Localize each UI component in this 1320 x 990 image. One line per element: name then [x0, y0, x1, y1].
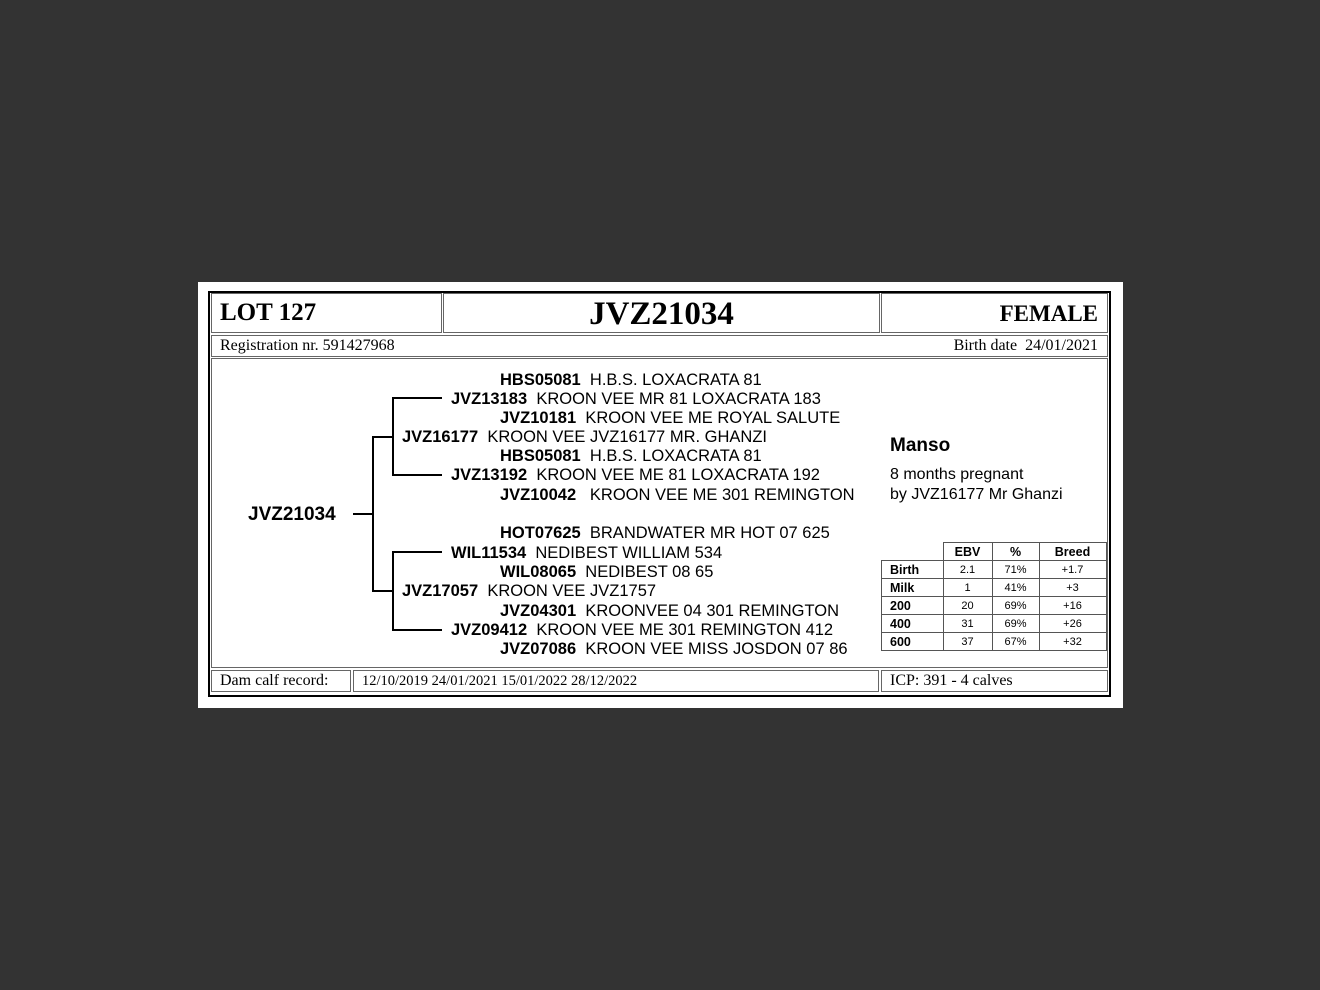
registration-bar	[211, 335, 1108, 357]
sex-box	[881, 293, 1108, 333]
table-row	[882, 597, 1107, 615]
sire-connector	[372, 436, 392, 438]
sex-label: FEMALE	[999, 301, 1098, 326]
ebv-accuracy: 67%	[992, 633, 1039, 651]
pedigree-dam-sire: WIL11534 NEDIBEST WILLIAM 534	[451, 544, 723, 562]
ebv-row-label: 200	[882, 597, 944, 615]
ebv-breed-avg: +32	[1039, 633, 1106, 651]
sire-grandparents-bracket	[392, 397, 394, 476]
ebv-breed-avg: +16	[1039, 597, 1106, 615]
pedigree-sire-sire: JVZ13183 KROON VEE MR 81 LOXACRATA 183	[451, 390, 821, 408]
pedigree-sire-sire-dam: JVZ10181 KROON VEE ME ROYAL SALUTE	[500, 409, 841, 427]
ebv-value: 20	[943, 597, 992, 615]
animal-id-title: JVZ21034	[589, 296, 734, 332]
pedigree-dam-dam: JVZ09412 KROON VEE ME 301 REMINGTON 412	[451, 621, 834, 639]
dam-dam-connector	[392, 629, 442, 631]
pedigree-dam-dam-dam: JVZ07086 KROON VEE MISS JOSDON 07 86	[500, 640, 848, 658]
pedigree-dam-sire-sire: HOT07625 BRANDWATER MR HOT 07 625	[500, 524, 830, 542]
dam-calf-dates-box	[353, 670, 879, 692]
parents-bracket	[372, 436, 374, 592]
pedigree-dam-dam-sire: JVZ04301 KROONVEE 04 301 REMINGTON	[500, 602, 840, 620]
ebv-row-label: 600	[882, 633, 944, 651]
ebv-breed-avg: +1.7	[1039, 561, 1106, 579]
ebv-accuracy: 41%	[992, 579, 1039, 597]
dam-sire-connector	[392, 551, 442, 553]
ebv-row-label: 400	[882, 615, 944, 633]
table-row	[882, 579, 1107, 597]
ebv-header-pct: %	[992, 543, 1039, 561]
ebv-table	[881, 542, 1107, 651]
pedigree-sire: JVZ16177 KROON VEE JVZ16177 MR. GHANZI	[402, 428, 767, 446]
dam-calf-dates: 12/10/2019 24/01/2021 15/01/2022 28/12/2022	[362, 673, 638, 689]
ebv-accuracy: 71%	[992, 561, 1039, 579]
ebv-row-label: Milk	[882, 579, 944, 597]
ebv-accuracy: 69%	[992, 615, 1039, 633]
birth-date: Birth date 24/01/2021	[953, 337, 1098, 354]
ebv-accuracy: 69%	[992, 597, 1039, 615]
pregnancy-status: 8 months pregnant	[890, 466, 1024, 483]
table-row	[882, 615, 1107, 633]
dam-grandparents-bracket	[392, 551, 394, 631]
pedigree-sire-dam-dam: JVZ10042 KROON VEE ME 301 REMINGTON	[500, 486, 855, 504]
ebv-value: 1	[943, 579, 992, 597]
animal-name: Manso	[890, 435, 951, 456]
pedigree-sire-sire-sire: HBS05081 H.B.S. LOXACRATA 81	[500, 371, 762, 389]
ebv-breed-avg: +26	[1039, 615, 1106, 633]
pedigree-dam-sire-dam: WIL08065 NEDIBEST 08 65	[500, 563, 714, 581]
animal-id-box	[443, 293, 880, 333]
ebv-value: 2.1	[943, 561, 992, 579]
pedigree-subject: JVZ21034	[248, 504, 336, 525]
ebv-corner	[882, 543, 944, 561]
dam-calf-label-box	[211, 670, 351, 692]
ebv-header-row	[882, 543, 1107, 561]
registration-number: Registration nr. 591427968	[220, 337, 395, 354]
table-row	[882, 633, 1107, 651]
dam-connector	[372, 590, 392, 592]
pedigree-sire-dam-sire: HBS05081 H.B.S. LOXACRATA 81	[500, 447, 762, 465]
icp-box	[881, 670, 1108, 692]
subject-connector	[353, 513, 373, 515]
icp-value: ICP: 391 - 4 calves	[890, 672, 1013, 689]
ebv-row-label: Birth	[882, 561, 944, 579]
table-row	[882, 561, 1107, 579]
ebv-header-ebv: EBV	[943, 543, 992, 561]
ebv-value: 37	[943, 633, 992, 651]
ebv-header-breed: Breed	[1039, 543, 1106, 561]
sire-sire-connector	[392, 397, 442, 399]
ebv-breed-avg: +3	[1039, 579, 1106, 597]
dam-calf-label: Dam calf record:	[220, 672, 329, 689]
lot-number: LOT 127	[220, 299, 317, 326]
pedigree-sire-dam: JVZ13192 KROON VEE ME 81 LOXACRATA 192	[451, 466, 820, 484]
bred-to: by JVZ16177 Mr Ghanzi	[890, 486, 1063, 503]
ebv-value: 31	[943, 615, 992, 633]
pedigree-dam: JVZ17057 KROON VEE JVZ1757	[402, 582, 657, 600]
sire-dam-connector	[392, 474, 442, 476]
lot-box	[211, 293, 442, 333]
